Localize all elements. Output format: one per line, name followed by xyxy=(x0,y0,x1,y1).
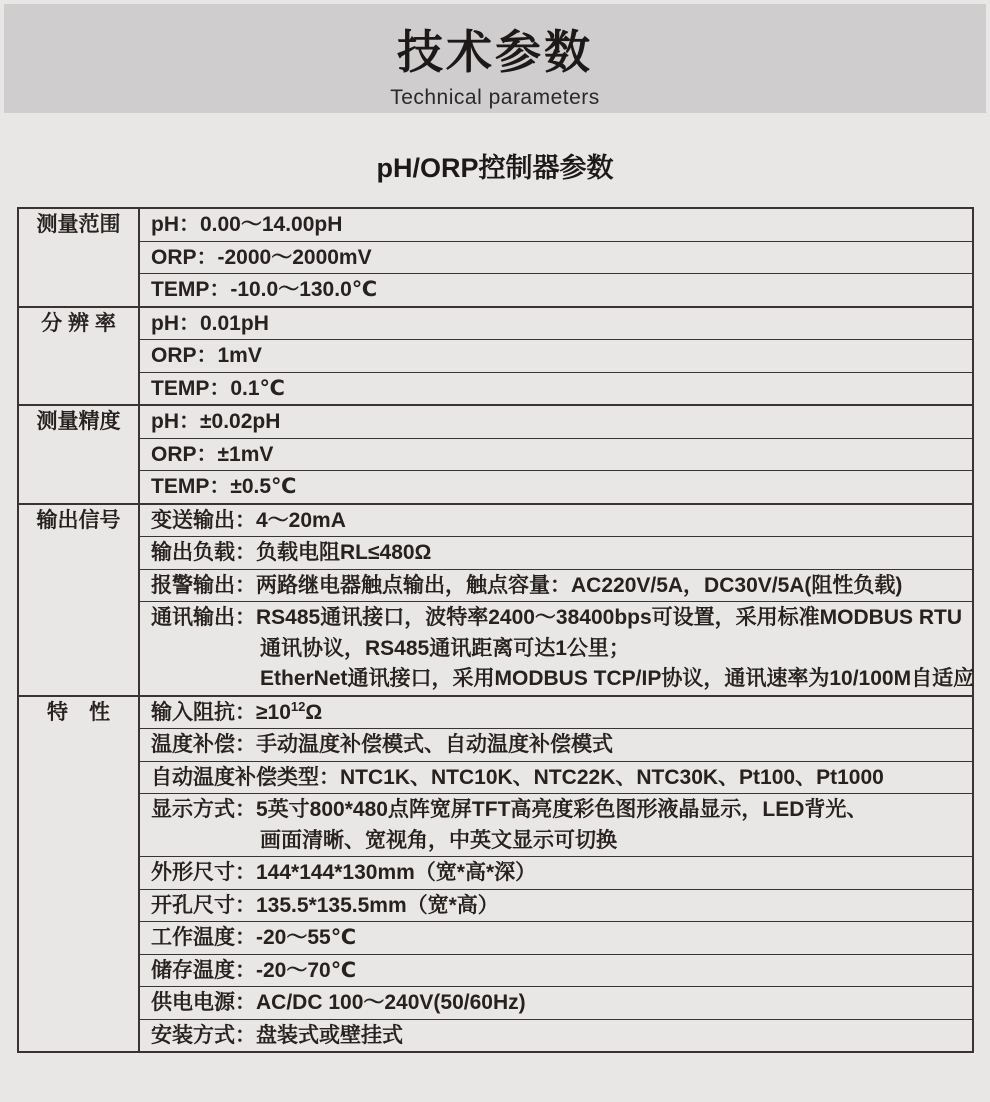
spec-text: 显示方式：5英寸800*480点阵宽屏TFT高亮度彩色图形液晶显示，LED背光、 xyxy=(151,798,868,821)
spec-row xyxy=(140,793,972,856)
spec-text: 变送输出：4～20mA xyxy=(151,508,346,532)
group-rows xyxy=(140,505,975,695)
spec-text: 温度补偿：手动温度补偿模式、自动温度补偿模式 xyxy=(151,733,613,756)
spec-row xyxy=(140,273,972,306)
spec-line xyxy=(151,923,964,954)
spec-text: 通讯输出：RS485通讯接口，波特率2400～38400bps可设置，采用标准MODBUS RTU xyxy=(151,606,962,629)
spec-line xyxy=(151,210,964,241)
spec-row xyxy=(140,372,972,405)
spec-line xyxy=(151,407,964,438)
spec-text: 工作温度：-20～55℃ xyxy=(151,926,357,949)
spec-row xyxy=(140,889,972,922)
spec-text: EtherNet通讯接口，采用MODBUS TCP/IP协议，通讯速率为10/100M自适应 xyxy=(260,667,975,690)
spec-text: 自动温度补偿类型：NTC1K、NTC10K、NTC22K、NTC30K、Pt100、Pt1000 xyxy=(151,765,884,789)
spec-text: pH：0.00～14.00pH xyxy=(151,213,343,236)
spec-row xyxy=(140,470,972,503)
spec-line xyxy=(151,956,964,987)
group-label: 分 辨 率 xyxy=(19,308,140,405)
spec-text: ORP：±1mV xyxy=(151,442,274,466)
spec-line xyxy=(151,243,964,274)
spec-line xyxy=(151,341,964,372)
spec-line xyxy=(151,763,964,794)
spec-row xyxy=(140,1019,972,1052)
group-label: 测量精度 xyxy=(19,406,140,503)
spec-row xyxy=(140,308,972,340)
spec-line xyxy=(151,506,964,537)
spec-text: 报警输出：两路继电器触点输出，触点容量：AC220V/5A，DC30V/5A(阻性负载) xyxy=(151,573,903,597)
spec-line xyxy=(151,440,964,471)
spec-line xyxy=(151,698,964,729)
spec-row xyxy=(140,761,972,794)
spec-line xyxy=(151,858,964,889)
spec-row xyxy=(140,438,972,471)
parameter-group xyxy=(19,695,972,1052)
spec-text: 画面清晰、宽视角，中英文显示可切换 xyxy=(260,828,617,852)
spec-row xyxy=(140,697,972,729)
group-label: 测量范围 xyxy=(19,209,140,306)
spec-line xyxy=(151,826,964,857)
spec-line xyxy=(151,472,964,503)
spec-line xyxy=(151,538,964,569)
spec-line xyxy=(151,309,964,340)
spec-text: ORP：1mV xyxy=(151,344,262,367)
group-rows xyxy=(140,209,972,306)
spec-line xyxy=(151,891,964,922)
page-title: 技术参数 xyxy=(397,26,593,78)
spec-line xyxy=(151,571,964,602)
spec-row xyxy=(140,339,972,372)
spec-text: TEMP：±0.5℃ xyxy=(151,475,297,498)
spec-line xyxy=(151,664,975,695)
parameter-group xyxy=(19,209,972,306)
parameter-group xyxy=(19,404,972,503)
spec-text: 储存温度：-20～70℃ xyxy=(151,958,357,982)
spec-text: 安装方式：盘装式或壁挂式 xyxy=(151,1023,403,1047)
spec-row xyxy=(140,728,972,761)
spec-text: pH：0.01pH xyxy=(151,311,269,335)
spec-text: 输出负载：负载电阻RL≤480Ω xyxy=(151,541,432,564)
group-label: 特 性 xyxy=(19,697,140,1052)
spec-text: Ω xyxy=(305,700,323,724)
group-rows xyxy=(140,697,972,1052)
spec-row xyxy=(140,241,972,274)
spec-text: 外形尺寸：144*144*130mm（宽*高*深） xyxy=(151,861,537,884)
spec-text: 开孔尺寸：135.5*135.5mm（宽*高） xyxy=(151,893,499,917)
spec-text: 输入阻抗：≥10 xyxy=(151,700,291,724)
spec-text: ORP：-2000～2000mV xyxy=(151,245,372,269)
spec-row xyxy=(140,954,972,987)
spec-row xyxy=(140,921,972,954)
spec-row xyxy=(140,986,972,1019)
spec-text: TEMP：-10.0～130.0℃ xyxy=(151,278,378,301)
spec-text: pH：±0.02pH xyxy=(151,410,281,433)
spec-line xyxy=(151,1021,964,1052)
spec-line xyxy=(151,275,964,306)
spec-row xyxy=(140,505,972,537)
spec-row xyxy=(140,601,975,695)
spec-line xyxy=(151,634,964,665)
spec-row xyxy=(140,856,972,889)
group-label: 输出信号 xyxy=(19,505,140,695)
spec-line xyxy=(151,795,964,826)
parameter-group xyxy=(19,503,975,695)
group-rows xyxy=(140,406,972,503)
spec-line xyxy=(151,603,964,634)
spec-text: 供电电源：AC/DC 100～240V(50/60Hz) xyxy=(151,991,526,1014)
spec-row xyxy=(140,209,972,241)
spec-row xyxy=(140,536,972,569)
spec-text: TEMP：0.1℃ xyxy=(151,376,285,400)
spec-text: 通讯协议，RS485通讯距离可达1公里； xyxy=(260,636,630,660)
parameter-group xyxy=(19,306,972,405)
spec-line xyxy=(151,988,964,1019)
section-title: pH/ORP控制器参数 xyxy=(376,153,614,183)
group-rows xyxy=(140,308,972,405)
spec-row xyxy=(140,569,972,602)
header-band xyxy=(4,4,986,113)
page-subtitle: Technical parameters xyxy=(390,86,600,109)
spec-row xyxy=(140,406,972,438)
superscript-exponent: 12 xyxy=(290,698,306,714)
parameters-table xyxy=(17,207,974,1053)
spec-line xyxy=(151,730,964,761)
spec-line xyxy=(151,374,964,405)
